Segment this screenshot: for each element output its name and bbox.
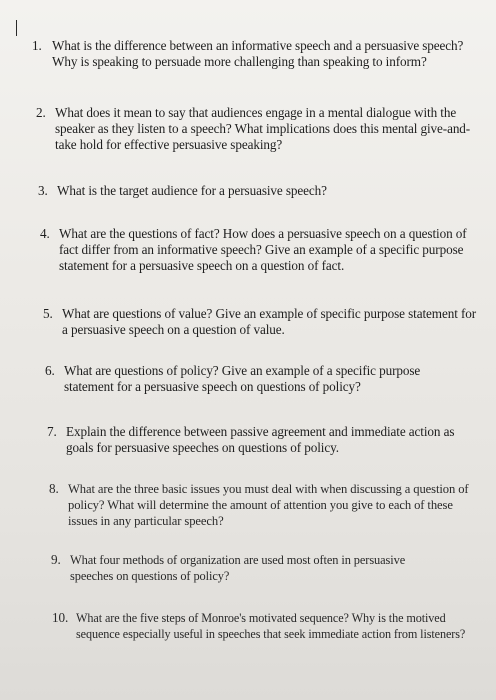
question-number: 9. [51,552,61,567]
question-item [52,610,472,642]
question-number: 2. [36,105,46,120]
question-number: 4. [40,226,50,241]
question-item [51,552,451,584]
question-number: 6. [45,363,55,378]
question-item [43,306,483,338]
question-item [49,481,479,529]
question-number: 1. [32,38,42,53]
question-text: What does it mean to say that audiences engage in a mental dialogue with the speaker as they listen to a speech? What implications does this mental give-and-take hold for effective persuasive speaking? [55,105,471,152]
question-text: What are questions of value? Give an example of specific purpose statement for a persuasive speech on a question of value. [62,306,477,337]
question-number: 5. [43,306,53,321]
question-text: What are the three basic issues you must deal with when discussing a question of policy? What will determine the amount of attention you give to each of these issues in any particular speech? [68,482,469,528]
question-number: 7. [47,424,57,439]
question-number: 8. [49,481,59,496]
question-text: What is the target audience for a persuasive speech? [57,183,327,198]
question-item [32,38,472,70]
question-text: What four methods of organization are used most often in persuasive speeches on questions of policy? [70,553,406,583]
question-item [36,105,476,153]
text-cursor [16,20,17,36]
question-text: What are the five steps of Monroe's motivated sequence? Why is the motived sequence especially useful in speeches that seek immediate action from listeners? [76,611,466,641]
question-item [38,183,478,199]
question-text: What are the questions of fact? How does a persuasive speech on a question of fact differ from an informative speech? Give an example of a specific purpose statement for a persuasive speech on a question of fact. [59,226,467,273]
question-item [47,424,467,456]
question-text: Explain the difference between passive agreement and immediate action as goals for persuasive speeches on questions of policy. [66,424,455,455]
question-text: What are questions of policy? Give an example of a specific purpose statement for a persuasive speech on questions of policy? [64,363,421,394]
question-number: 3. [38,183,48,198]
question-item [40,226,482,274]
question-number: 10. [52,610,69,625]
question-text: What is the difference between an informative speech and a persuasive speech? Why is speaking to persuade more challenging than speaking to inform? [52,38,464,69]
question-item [45,363,465,395]
